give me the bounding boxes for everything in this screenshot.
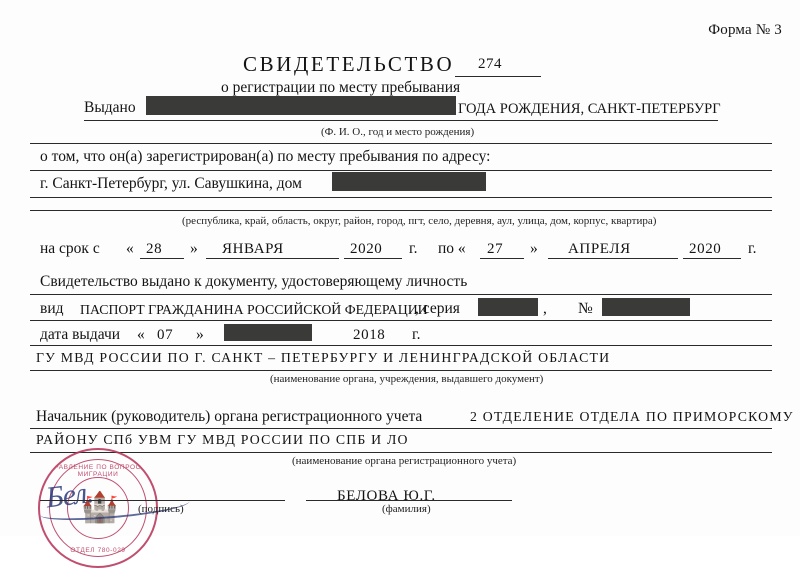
term-prefix: на срок с (40, 240, 100, 257)
identity-series-label: , серия (415, 300, 460, 317)
certificate-number: 274 (478, 56, 502, 72)
redacted-issue-month (224, 324, 312, 341)
eagle-icon: 🏰 (81, 491, 119, 524)
identity-date-rule (30, 345, 772, 346)
identity-intro: Свидетельство выдано к документу, удостоверяющему личность (40, 273, 468, 290)
redacted-series (478, 298, 538, 316)
page-subtitle: о регистрации по месту пребывания (221, 79, 461, 96)
identity-date-label: дата выдачи (40, 326, 121, 343)
term-day-to-rule (480, 258, 524, 259)
identity-number-label: № (578, 300, 593, 317)
identity-date-day: 07 (157, 327, 174, 343)
chief-office-line1: 2 ОТДЕЛЕНИЕ ОТДЕЛА ПО ПРИМОРСКОМУ (470, 409, 794, 424)
term-quote-close: » (190, 240, 198, 257)
hint-office: (наименование органа регистрационного учета) (292, 455, 517, 467)
term-day-to: 27 (487, 241, 504, 257)
registered-rule (30, 170, 772, 171)
term-month-to-rule (548, 258, 678, 259)
registered-line: о том, что он(а) зарегистрирован(а) по месту пребывания по адресу: (40, 148, 491, 165)
issued-tail: ГОДА РОЖДЕНИЯ, САНКТ-ПЕТЕРБУРГ (458, 101, 721, 117)
redacted-address (332, 172, 486, 191)
handwritten-signature: Бел. (44, 476, 95, 515)
section-rule-top (30, 143, 772, 144)
term-day-from: 28 (146, 241, 163, 257)
identity-kind-value: ПАСПОРТ ГРАЖДАНИНА РОССИЙСКОЙ ФЕДЕРАЦИИ (80, 302, 428, 317)
identity-date-year: 2018 (353, 327, 386, 343)
identity-comma: , (543, 300, 547, 317)
chief-office-line2: РАЙОНУ СПб УВМ ГУ МВД РОССИИ ПО СПБ И ЛО (36, 432, 409, 447)
chief-surname: БЕЛОВА Ю.Г. (337, 488, 436, 504)
term-year-to-rule (683, 258, 741, 259)
hint-fio: (Ф. И. О., год и место рождения) (321, 126, 475, 138)
term-year-to: 2020 (689, 241, 722, 257)
term-day-from-rule (140, 258, 184, 259)
term-month-from: ЯНВАРЯ (222, 241, 284, 257)
chief-label: Начальник (руководитель) органа регистрационного учета (36, 408, 423, 425)
term-year-from: 2020 (350, 241, 383, 257)
identity-authority: ГУ МВД РОССИИ ПО Г. САНКТ – ПЕТЕРБУРГУ И ЛЕНИНГРАДСКОЙ ОБЛАСТИ (36, 350, 611, 365)
term-month-from-rule (206, 258, 339, 259)
identity-kind-rule (30, 320, 772, 321)
term-g-from: г. (409, 240, 418, 257)
page-title: СВИДЕТЕЛЬСТВО (243, 52, 455, 76)
term-quote-close-2: » (530, 240, 538, 257)
issued-rule (84, 120, 718, 121)
certificate-number-rule (455, 76, 541, 77)
term-quote-open: « (126, 240, 134, 257)
address-rule-2 (30, 210, 772, 211)
redacted-passport-number (602, 298, 690, 316)
stamp-arc-bottom-text: ОТДЕЛ 780-029 (70, 547, 126, 554)
term-year-from-rule (344, 258, 402, 259)
surname-rule (306, 500, 512, 501)
hint-surname: (фамилия) (382, 503, 431, 515)
term-to: по « (438, 240, 466, 257)
form-number: Форма № 3 (708, 22, 782, 38)
address-rule-1 (30, 197, 772, 198)
identity-date-quote-close: » (196, 326, 204, 343)
chief-rule-1 (30, 428, 772, 429)
chief-rule-2 (30, 452, 772, 453)
hint-signature: (подпись) (138, 503, 184, 515)
identity-kind-label: вид (40, 300, 64, 317)
identity-date-quote-open: « (137, 326, 145, 343)
stamp-arc-top-text: УПРАВЛЕНИЕ ПО ВОПРОСАМ МИГРАЦИИ (44, 464, 152, 478)
identity-date-g: г. (412, 326, 421, 343)
hint-authority: (наименование органа, учреждения, выдавшего документ) (270, 373, 544, 385)
address-line: г. Санкт-Петербург, ул. Савушкина, дом (40, 175, 302, 192)
redacted-fio (146, 96, 456, 115)
identity-authority-rule (30, 370, 772, 371)
term-g-to: г. (748, 240, 757, 257)
term-month-to: АПРЕЛЯ (568, 241, 631, 257)
issued-label: Выдано (84, 99, 136, 116)
hint-address: (республика, край, область, округ, район, город, пгт, село, деревня, аул, улица, дом, корпус, квартира) (182, 215, 657, 227)
signature-rule (40, 500, 285, 501)
identity-intro-rule (30, 294, 772, 295)
